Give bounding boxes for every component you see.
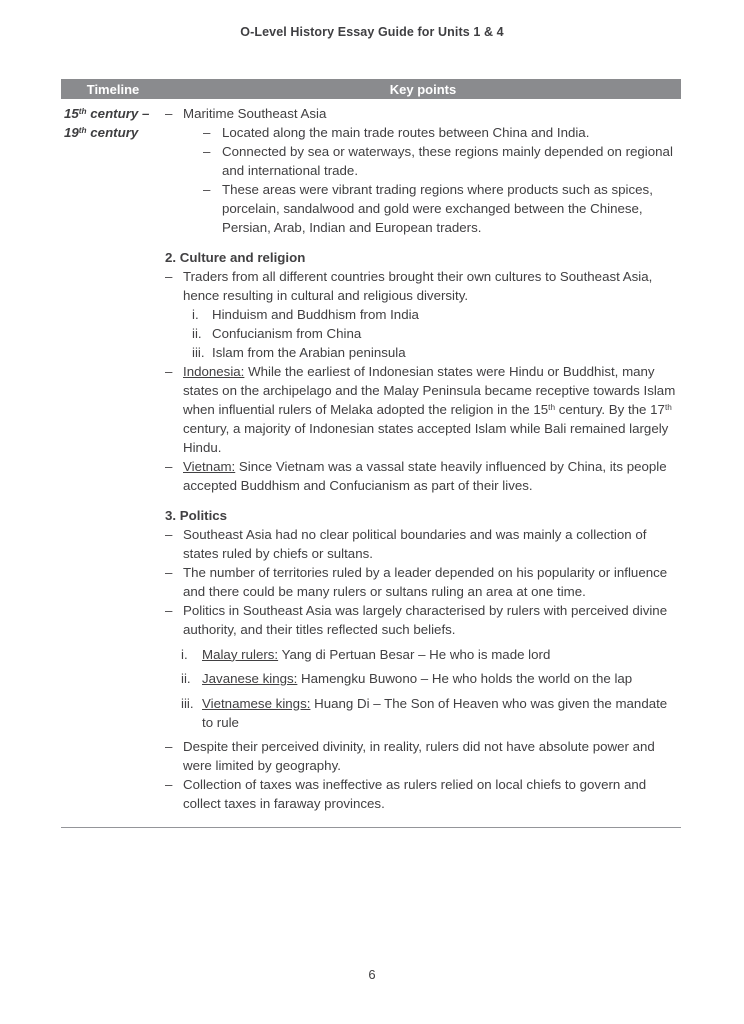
text-segment: The number of territories ruled by a leader depended on his popularity or influence and there could be many rulers or sultans ruling an area at one time. bbox=[183, 565, 668, 599]
page-number: 6 bbox=[368, 967, 376, 982]
text-segment: Southeast Asia had no clear political boundaries and was mainly a collection of states ruled by chiefs or sultans. bbox=[183, 527, 647, 561]
text-segment: Hinduism and Buddhism from India bbox=[212, 307, 419, 322]
key-point-text bbox=[202, 694, 681, 732]
bullet-item bbox=[165, 123, 681, 142]
dash-marker: – bbox=[203, 125, 211, 140]
bullet-item bbox=[165, 362, 681, 457]
bullet-item bbox=[165, 267, 681, 305]
dash-marker: – bbox=[165, 269, 173, 284]
text-segment: Traders from all different countries brought their own cultures to Southeast Asia, hence resulting in cultural and religious diversity. bbox=[183, 269, 653, 303]
superscript: th bbox=[78, 107, 87, 117]
text-segment: Maritime Southeast Asia bbox=[183, 106, 327, 121]
text-segment: Politics in Southeast Asia was largely characterised by rulers with perceived divine authority, and their titles reflected such beliefs. bbox=[183, 603, 668, 637]
underlined-term: Malay rulers: bbox=[202, 646, 279, 662]
key-point-text bbox=[202, 669, 681, 688]
bullet-item bbox=[165, 104, 681, 123]
timeline-text bbox=[64, 104, 165, 123]
roman-numeral-marker: iii. bbox=[181, 695, 194, 711]
roman-list-item bbox=[165, 324, 681, 343]
table-body-row bbox=[61, 99, 681, 828]
dash-marker: – bbox=[165, 739, 173, 754]
text-segment: Islam from the Arabian peninsula bbox=[212, 345, 406, 360]
table-header-row bbox=[61, 79, 681, 99]
dash-marker: – bbox=[165, 364, 173, 379]
bullet-item bbox=[165, 775, 681, 813]
text-segment: century. By the 17 bbox=[555, 402, 665, 417]
underlined-term: Vietnam: bbox=[183, 459, 236, 474]
key-points-cell bbox=[165, 104, 681, 813]
timeline-text bbox=[64, 123, 165, 142]
column-header-timeline: Timeline bbox=[86, 81, 140, 97]
bullet-item bbox=[165, 525, 681, 563]
roman-list-item bbox=[165, 305, 681, 324]
page-title: O-Level History Essay Guide for Units 1 & 4 bbox=[240, 25, 504, 39]
roman-list-item bbox=[165, 343, 681, 362]
key-point-text bbox=[183, 267, 681, 305]
roman-numeral-marker: ii. bbox=[192, 326, 202, 341]
text-segment: Despite their perceived divinity, in reality, rulers did not have absolute power and were limited by geography. bbox=[183, 739, 655, 773]
document-header bbox=[0, 25, 744, 39]
key-point-text bbox=[183, 601, 681, 639]
dash-marker: – bbox=[165, 459, 173, 474]
roman-numeral-marker: i. bbox=[181, 646, 188, 662]
key-point-text bbox=[212, 324, 681, 343]
text-segment: 2. Culture and religion bbox=[165, 250, 306, 265]
timeline-cell bbox=[61, 104, 165, 813]
column-header-key-points: Key points bbox=[389, 81, 457, 97]
underlined-term: Javanese kings: bbox=[202, 671, 298, 686]
key-point-text bbox=[222, 123, 681, 142]
text-segment: 19 bbox=[64, 125, 79, 140]
dash-marker: – bbox=[165, 777, 173, 792]
dash-marker: – bbox=[203, 182, 211, 197]
roman-list-item bbox=[165, 694, 681, 732]
text-segment: century bbox=[86, 125, 139, 140]
text-segment: 3. Politics bbox=[165, 508, 228, 523]
roman-list-item bbox=[165, 669, 681, 688]
text-segment: Located along the main trade routes between China and India. bbox=[222, 125, 590, 140]
key-point-text bbox=[212, 343, 681, 362]
key-point-text bbox=[183, 737, 681, 775]
dash-marker: – bbox=[203, 144, 211, 159]
key-point-text bbox=[183, 775, 681, 813]
text-segment: While the earliest of Indonesian states were Hindu or Buddhist, many states on the archipelago and the Malay Peninsula became receptive towards Islam when influential rulers of Melaka adopted the religion in the 15 bbox=[183, 364, 676, 417]
roman-list-item bbox=[165, 645, 681, 664]
superscript: th bbox=[548, 403, 556, 413]
key-point-text bbox=[183, 563, 681, 601]
text-segment: 15 bbox=[64, 106, 79, 121]
text-segment: Since Vietnam was a vassal state heavily influenced by China, its people accepted Buddhism and Confucianism as part of their lives. bbox=[183, 459, 667, 493]
bullet-item bbox=[165, 457, 681, 495]
dash-marker: – bbox=[165, 565, 173, 580]
superscript: th bbox=[78, 126, 87, 136]
key-point-text bbox=[222, 142, 681, 180]
underlined-term: Vietnamese kings: bbox=[202, 695, 311, 711]
roman-numeral-marker: iii. bbox=[192, 345, 205, 360]
text-segment: Collection of taxes was ineffective as rulers relied on local chiefs to govern and collect taxes in faraway provinces. bbox=[183, 777, 647, 811]
bullet-item bbox=[165, 737, 681, 775]
dash-marker: – bbox=[165, 527, 173, 542]
section-heading bbox=[165, 248, 681, 267]
key-point-text bbox=[183, 457, 681, 495]
text-segment: Confucianism from China bbox=[212, 326, 362, 341]
text-segment: These areas were vibrant trading regions where products such as spices, porcelain, sandalwood and gold were exchanged between the Chinese, Persian, Arab, Indian and European traders. bbox=[222, 182, 653, 235]
roman-numeral-marker: ii. bbox=[181, 671, 191, 686]
timeline-key-points-table bbox=[61, 79, 681, 828]
key-point-text bbox=[222, 180, 681, 237]
bullet-item bbox=[165, 180, 681, 237]
text-segment: century – bbox=[86, 106, 150, 121]
text-segment: Huang Di – The Son of Heaven who was given the mandate to rule bbox=[202, 695, 668, 730]
superscript: th bbox=[664, 403, 672, 413]
key-point-text bbox=[183, 104, 681, 123]
text-segment: Connected by sea or waterways, these regions mainly depended on regional and international trade. bbox=[222, 144, 673, 178]
key-point-text bbox=[212, 305, 681, 324]
underlined-term: Indonesia: bbox=[183, 364, 245, 379]
roman-numeral-marker: i. bbox=[192, 307, 199, 322]
text-segment: Hamengku Buwono – He who holds the world on the lap bbox=[297, 671, 633, 686]
bullet-item bbox=[165, 563, 681, 601]
dash-marker: – bbox=[165, 603, 173, 618]
key-point-text bbox=[202, 645, 681, 664]
key-point-text bbox=[183, 362, 681, 457]
section-heading bbox=[165, 506, 681, 525]
bullet-item bbox=[165, 142, 681, 180]
text-segment: century, a majority of Indonesian states accepted Islam while Bali remained largely Hindu. bbox=[183, 421, 669, 455]
text-segment: Yang di Pertuan Besar – He who is made lord bbox=[278, 646, 551, 662]
dash-marker: – bbox=[165, 106, 173, 121]
key-point-text bbox=[183, 525, 681, 563]
bullet-item bbox=[165, 601, 681, 639]
